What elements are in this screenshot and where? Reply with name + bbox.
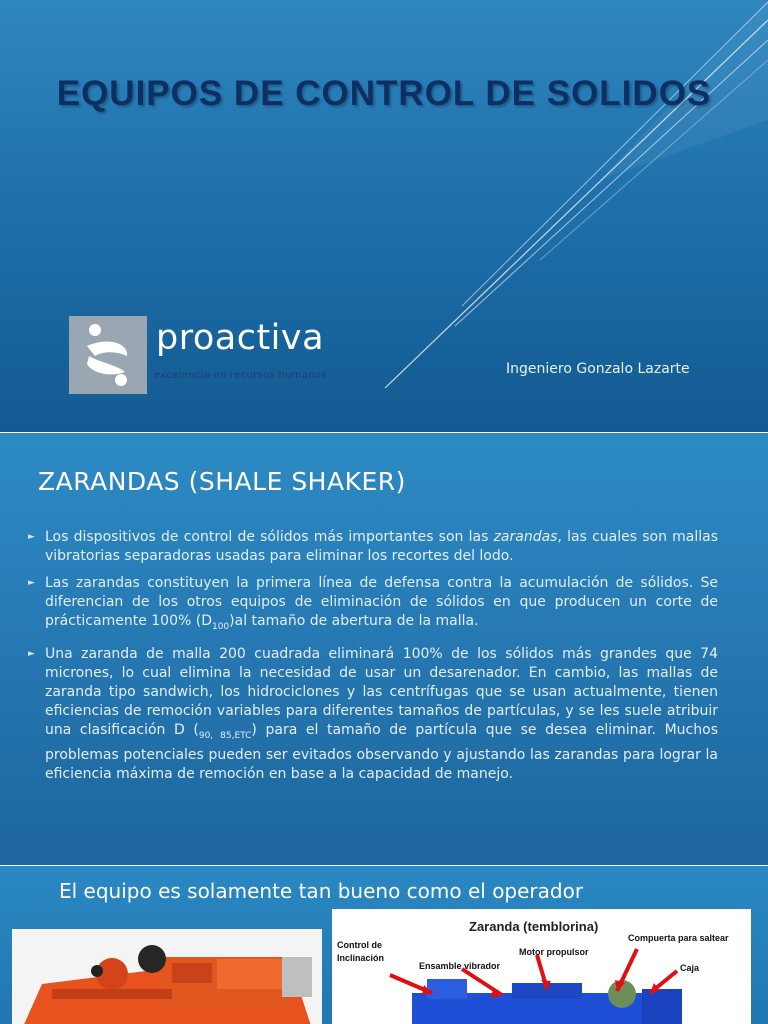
subscript: 100 (211, 621, 230, 632)
bullet-text: Una zaranda de malla 200 cuadrada eliminará 100% de los sólidos más grandes que 74 micrones, lo cual elimina la necesidad de usar un desarenador. En cambio, las mallas de zaranda tipo sandwich, los hidrociclones y las centrífugas que se usan actualmente, tienen eficiencias de remoción variables para diferentes tamaños de partículas, y se les suele atribuir una clasificación D ( (45, 645, 718, 738)
bullet-list (28, 528, 718, 792)
bullet-text: )al tamaño de abertura de la malla. (229, 613, 479, 629)
diagram-label-control: Control de Inclinación (337, 940, 385, 963)
slide-title: El equipo es solamente tan bueno como el operador (59, 879, 584, 903)
bullet-text: ) para el tamaño de partícula que se desea eliminar. Muchos problemas potenciales pueden ser evitados observando y ajustando las zarandas para lograr la eficiencia máxima de remoción en base a la capacidad de manejo. (45, 721, 718, 782)
shale-shaker-photo (12, 929, 322, 1024)
bullet-arrow-icon: ► (28, 648, 35, 659)
subscript: 90, 85,ETC (198, 730, 252, 741)
bullet-arrow-icon: ► (28, 532, 35, 542)
bullet-text: Los dispositivos de control de sólidos más importantes son las (45, 529, 494, 545)
bullet-text: , las cuales son mallas vibratorias separadoras usadas para eliminar los recortes del lodo. (45, 529, 718, 564)
bullet-text: Las zarandas constituyen la primera línea de defensa contra la acumulación de sólidos. Se diferencian de los otros equipos de eliminación de sólidos en que producen un corte de prácticamente 100% (D (45, 575, 718, 629)
bullet-item (28, 528, 718, 566)
bullet-arrow-icon: ► (28, 578, 35, 588)
diagram-title: Zaranda (temblorina) (469, 919, 599, 934)
diagram-label-motor: Motor propulsor (519, 947, 589, 957)
bullet-emphasis: zarandas (493, 529, 558, 545)
slide-title: EQUIPOS DE CONTROL DE SOLIDOS (56, 74, 712, 113)
diagram-label-ensamble: Ensamble vibrador (419, 961, 501, 971)
logo-tagline: excelencia en recursos humanos (154, 370, 327, 381)
zarandas-slide (0, 433, 768, 865)
bullet-item (28, 574, 718, 637)
logo-wordmark: proactiva (156, 318, 325, 358)
operator-slide (0, 866, 768, 1024)
proactiva-logo-icon (69, 316, 147, 394)
diagram-label-compuerta: Compuerta para saltear (628, 933, 729, 943)
slide-title: ZARANDAS (SHALE SHAKER) (38, 467, 406, 496)
zaranda-diagram (332, 909, 751, 1024)
author-name: Ingeniero Gonzalo Lazarte (506, 361, 690, 377)
bullet-item (28, 645, 718, 784)
diagram-label-caja: Caja (680, 963, 700, 973)
title-slide (0, 0, 768, 432)
